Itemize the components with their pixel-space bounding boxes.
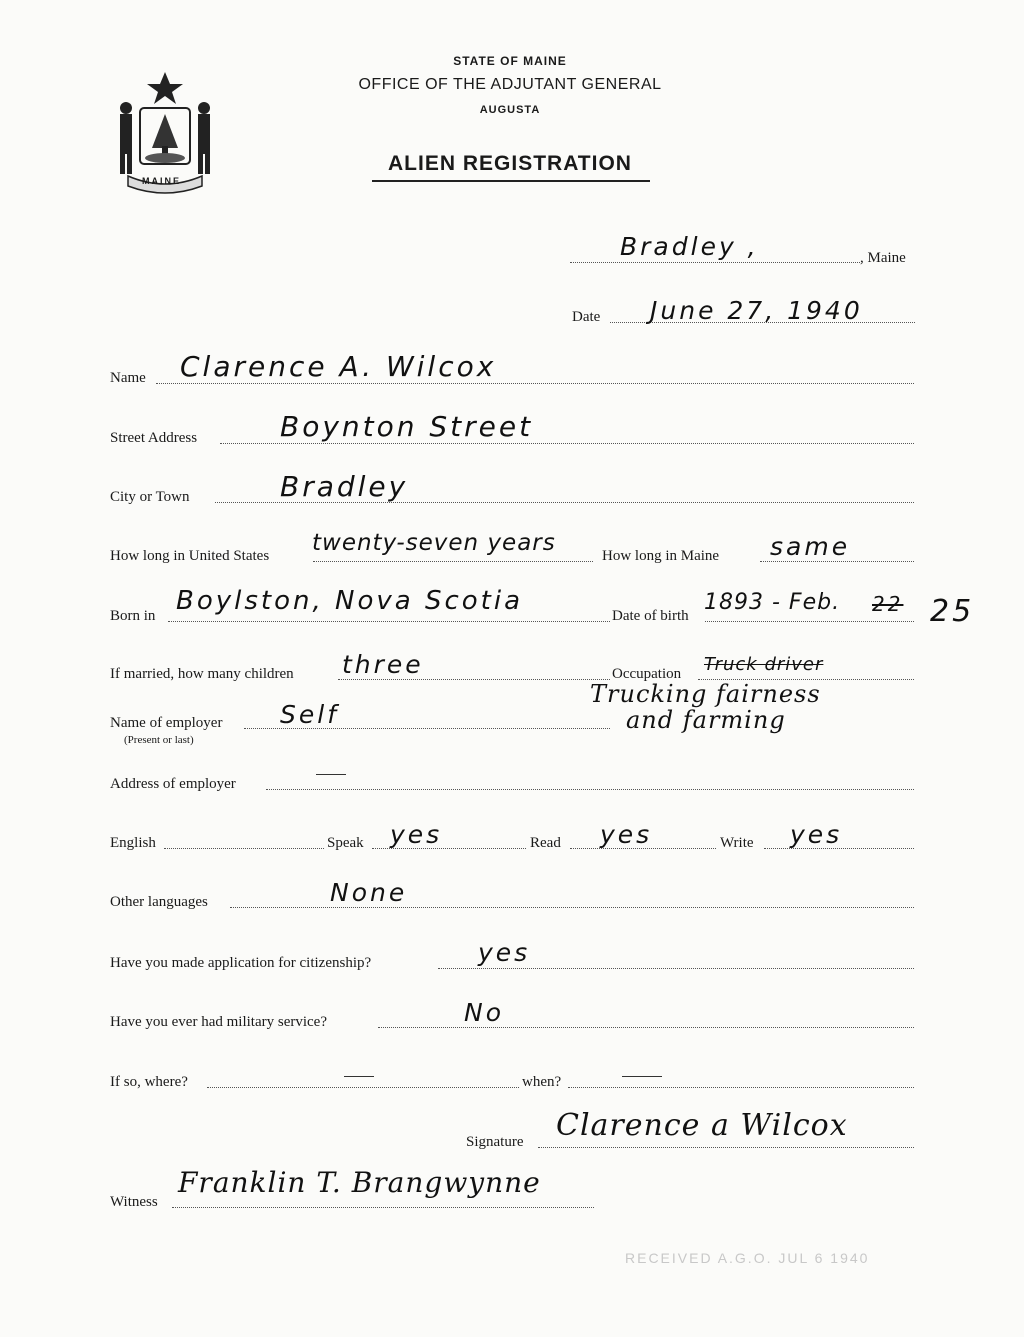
dob-value: 1893 - Feb.	[704, 590, 841, 615]
town-value: Bradley ,	[620, 232, 759, 261]
dob-line	[705, 621, 914, 622]
read-value: yes	[600, 820, 653, 849]
form-title: ALIEN REGISTRATION	[388, 152, 632, 175]
title-underline	[372, 180, 650, 182]
date-label: Date	[572, 309, 601, 325]
read-label: Read	[530, 835, 561, 851]
citizenship-label: Have you made application for citizenship?	[110, 955, 372, 971]
born-in-line	[168, 621, 610, 622]
speak-label: Speak	[327, 835, 364, 851]
military-value: No	[464, 998, 504, 1027]
employer-value: Self	[280, 700, 339, 729]
how-long-us-label: How long in United States	[110, 548, 270, 564]
other-languages-line	[230, 907, 914, 908]
when-label: when?	[522, 1074, 562, 1090]
english-line	[164, 848, 324, 849]
speak-value: yes	[390, 820, 443, 849]
employer-address-label: Address of employer	[110, 776, 236, 792]
header-state: STATE OF MAINE	[453, 54, 567, 68]
employer-address-dash	[316, 774, 346, 775]
signature-label: Signature	[466, 1134, 524, 1150]
how-long-maine-line	[760, 561, 914, 562]
write-label: Write	[720, 835, 754, 851]
how-long-maine-label: How long in Maine	[602, 548, 720, 564]
where-label: If so, where?	[110, 1074, 188, 1090]
employer-address-line	[266, 789, 914, 790]
write-value: yes	[790, 820, 843, 849]
signature-value: Clarence a Wilcox	[556, 1108, 848, 1143]
street-value: Boynton Street	[280, 410, 534, 443]
witness-label: Witness	[110, 1194, 158, 1210]
when-line	[568, 1087, 914, 1088]
occupation-value-line1: Trucking fairness	[590, 680, 821, 708]
military-label: Have you ever had military service?	[110, 1014, 327, 1030]
witness-line	[172, 1207, 594, 1208]
employer-label: Name of employer	[110, 715, 223, 731]
born-in-value: Boylston, Nova Scotia	[176, 586, 524, 616]
city-value: Bradley	[280, 470, 409, 503]
english-label: English	[110, 835, 156, 851]
dob-label: Date of birth	[612, 608, 689, 624]
maine-label: , Maine	[860, 250, 906, 266]
where-dash	[344, 1076, 374, 1077]
name-label: Name	[110, 370, 146, 386]
children-line	[338, 679, 610, 680]
children-value: three	[342, 650, 424, 679]
received-stamp: RECEIVED A.G.O. JUL 6 1940	[625, 1250, 870, 1266]
dob-day: 25	[930, 594, 975, 629]
employer-note: (Present or last)	[124, 734, 194, 746]
street-line	[220, 443, 914, 444]
how-long-us-value: twenty-seven years	[312, 530, 556, 556]
occupation-struck: Truck driver	[704, 654, 824, 675]
military-line	[378, 1027, 914, 1028]
when-dash	[622, 1076, 662, 1077]
name-line	[156, 383, 914, 384]
seal-banner-text: MAINE	[142, 176, 181, 186]
town-line	[570, 262, 860, 263]
street-label: Street Address	[110, 430, 198, 446]
other-languages-label: Other languages	[110, 894, 208, 910]
how-long-maine-value: same	[770, 532, 851, 561]
signature-line	[538, 1147, 914, 1148]
citizenship-value: yes	[478, 938, 531, 967]
citizenship-line	[438, 968, 914, 969]
occupation-label: Occupation	[612, 666, 682, 682]
other-languages-value: None	[330, 878, 408, 907]
occupation-value-line2: and farming	[626, 706, 786, 734]
where-line	[207, 1087, 519, 1088]
date-value: June 27, 1940	[650, 296, 863, 325]
dob-struck-day: 22	[872, 592, 904, 616]
name-value: Clarence A. Wilcox	[180, 350, 497, 383]
city-label: City or Town	[110, 489, 190, 505]
header-city: AUGUSTA	[479, 104, 541, 116]
header-office: OFFICE OF THE ADJUTANT GENERAL	[358, 76, 662, 93]
born-in-label: Born in	[110, 608, 156, 624]
witness-value: Franklin T. Brangwynne	[178, 1166, 541, 1199]
how-long-us-line	[313, 561, 593, 562]
children-label: If married, how many children	[110, 666, 294, 682]
